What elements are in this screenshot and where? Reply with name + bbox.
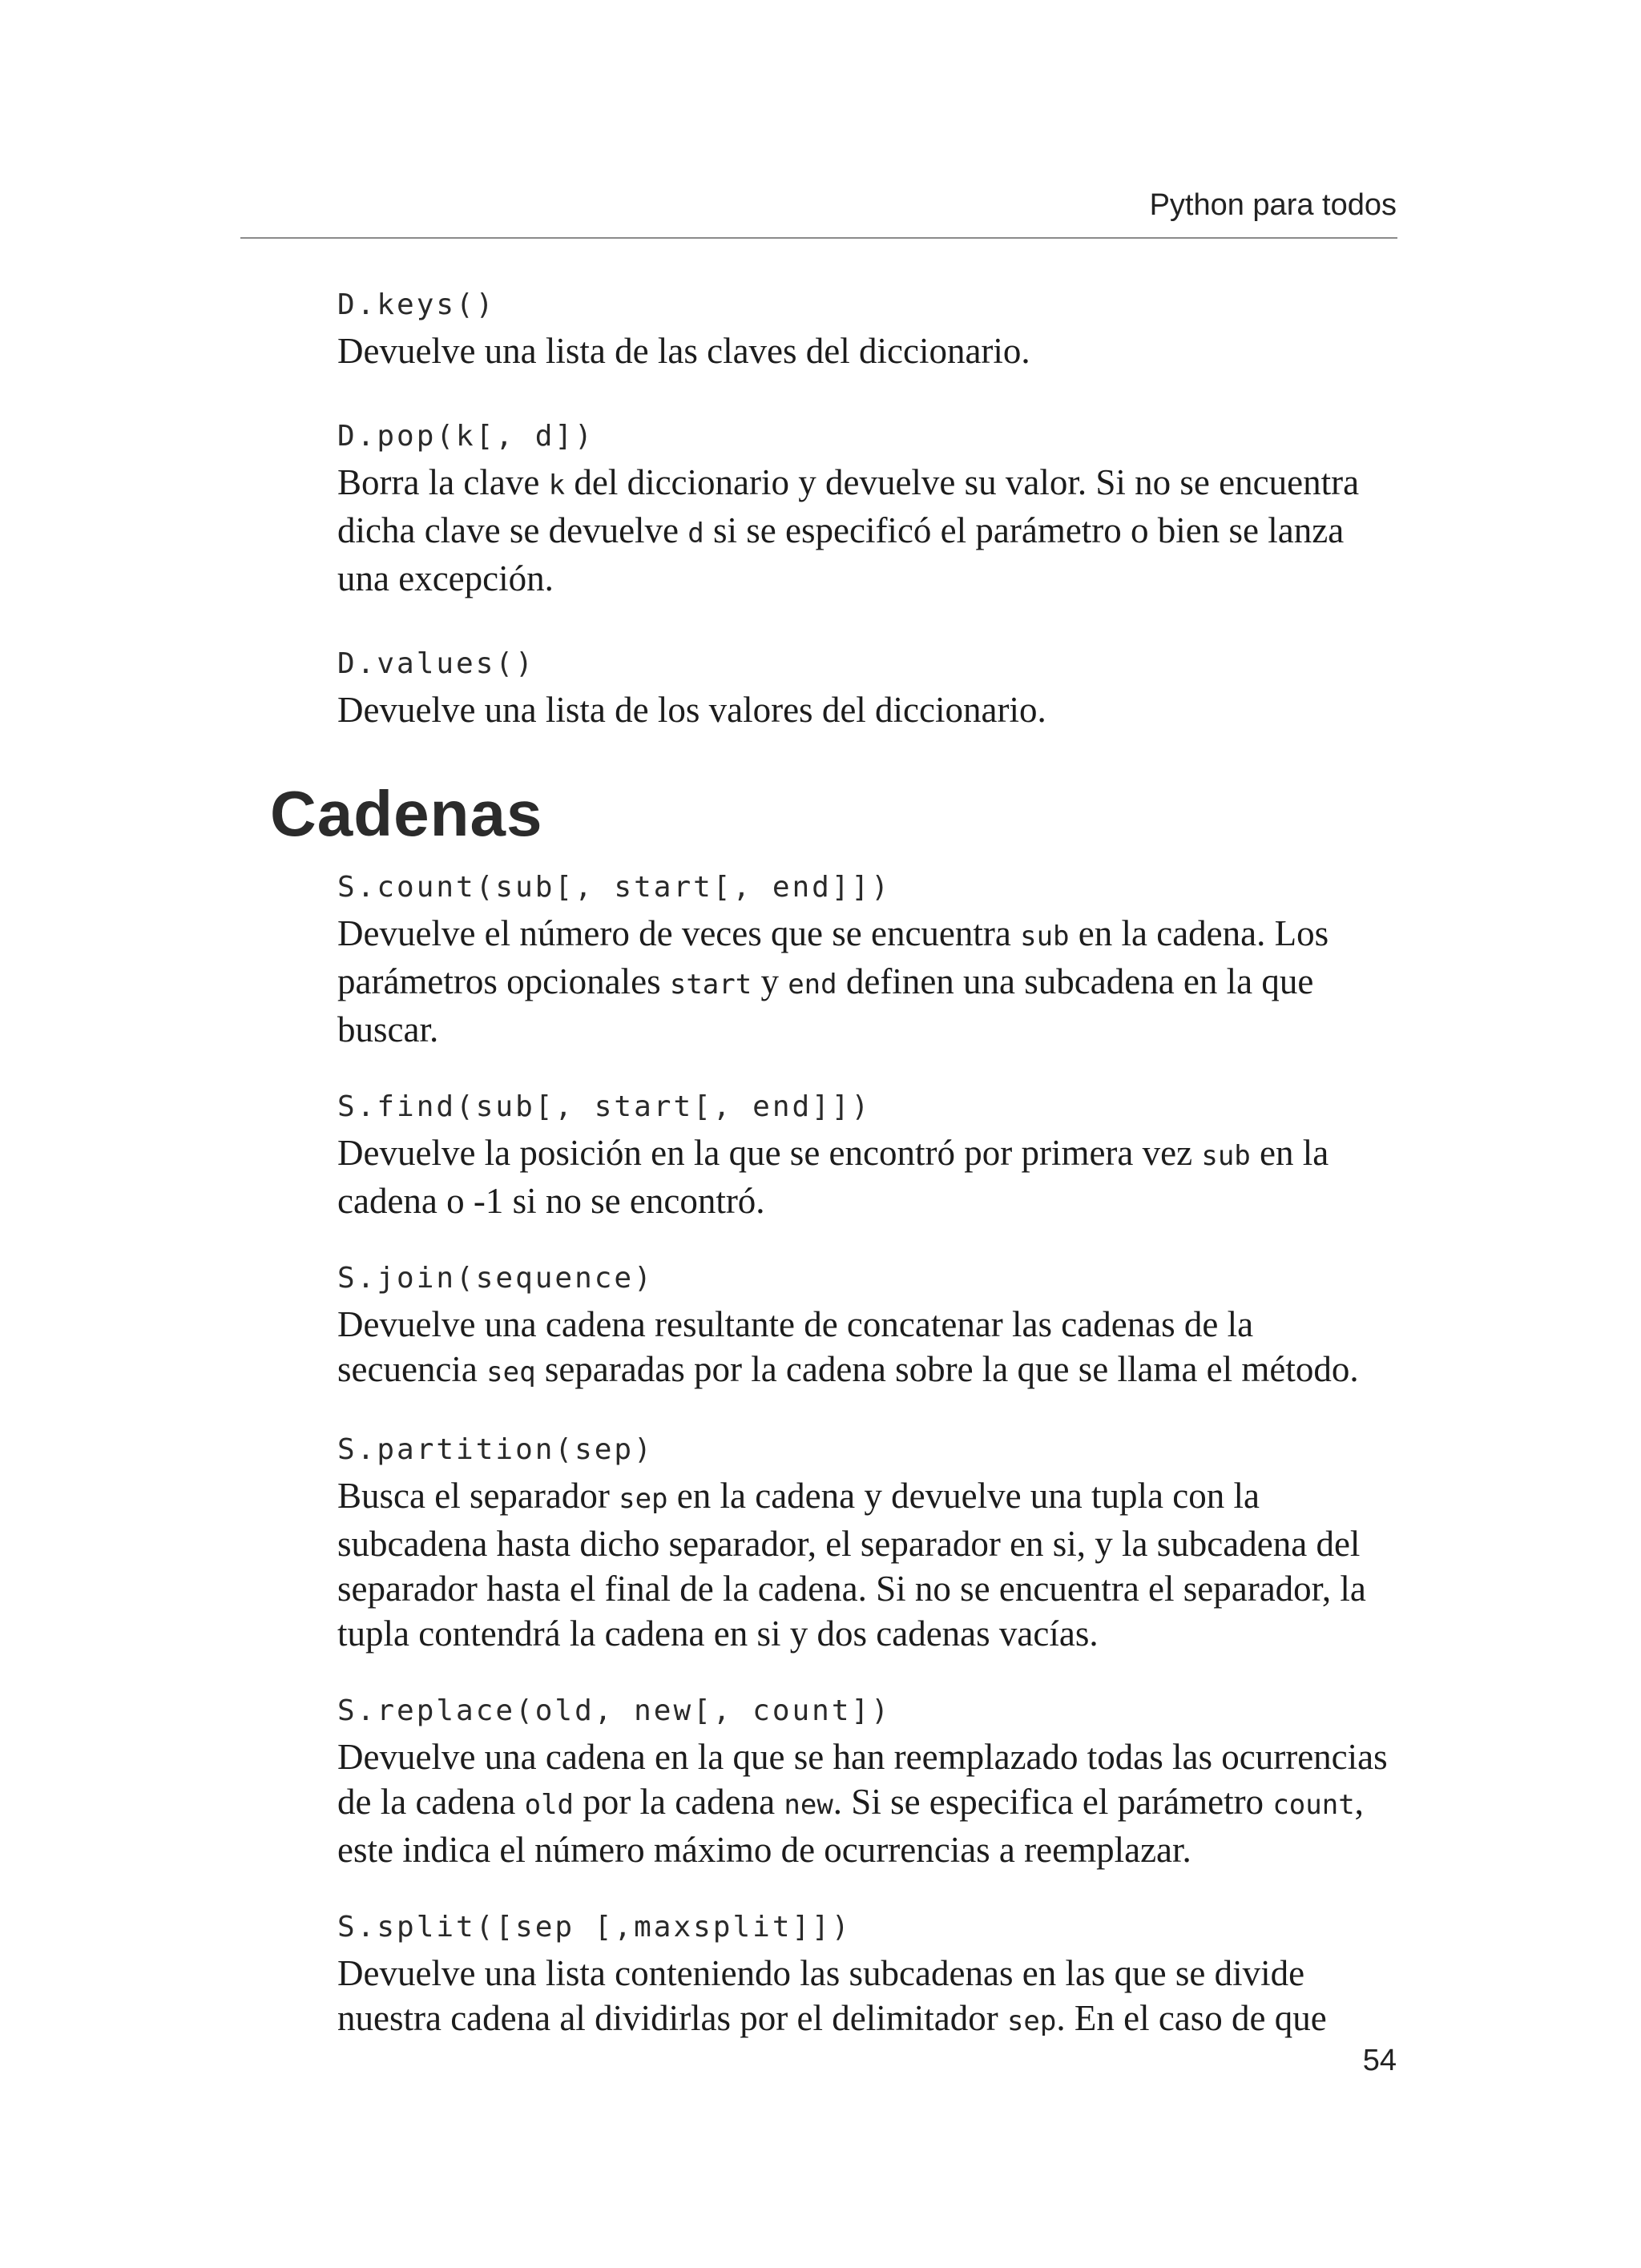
method-signature: S.find(sub[, start[, end]]) [337, 1090, 872, 1123]
desc-text: por la cadena [574, 1782, 784, 1822]
method-signature: S.partition(sep) [337, 1433, 654, 1466]
method-signature: D.keys() [337, 288, 496, 321]
method-entry-partition [337, 1432, 1397, 1656]
method-entry-split [337, 1909, 1397, 2044]
method-signature: D.pop(k[, d]) [337, 420, 595, 453]
desc-text: Devuelve una lista de los valores del diccionario. [337, 690, 1046, 730]
desc-text: Devuelve la posición en la que se encontró por primera vez [337, 1133, 1202, 1173]
method-entry-values [337, 646, 1397, 732]
desc-text: Devuelve una lista conteniendo las subcadenas en las que se divide nuestra cadena al dividirlas por el delimitador [337, 1953, 1305, 2038]
inline-code: sub [1020, 920, 1070, 953]
inline-code: seq [486, 1356, 536, 1388]
desc-text: Busca el separador [337, 1476, 619, 1516]
method-entry-find [337, 1089, 1397, 1223]
inline-code: sub [1201, 1140, 1251, 1172]
section-title: Cadenas [270, 778, 543, 849]
method-entry-join [337, 1260, 1397, 1395]
inline-code: end [788, 969, 837, 1001]
method-description [337, 1951, 1397, 2044]
method-entry-keys [337, 287, 1397, 373]
inline-code: sep [619, 1483, 668, 1515]
desc-text: en la cadena o -1 si no se encontró. [337, 1133, 1329, 1221]
method-description [337, 328, 1397, 373]
inline-code: old [524, 1789, 575, 1821]
inline-code: d [687, 518, 704, 550]
inline-code: k [548, 469, 566, 502]
desc-text: Devuelve una cadena en la que se han reemplazado todas las ocurrencias de la cadena [337, 1737, 1388, 1822]
method-signature: S.join(sequence) [337, 1262, 654, 1295]
desc-text: Devuelve una cadena resultante de concatenar las cadenas de la secuencia [337, 1304, 1254, 1389]
desc-text: Devuelve el número de veces que se encuentra [337, 913, 1021, 953]
desc-text: separadas por la cadena sobre la que se llama el método. [535, 1349, 1359, 1389]
inline-code: sep [1006, 2005, 1057, 2037]
inline-code: start [669, 969, 752, 1001]
desc-text: en la cadena. Los parámetros opcionales [337, 913, 1329, 1001]
method-description [337, 1302, 1397, 1395]
method-description [337, 687, 1397, 732]
desc-text: y [752, 961, 788, 1001]
desc-text: definen una subcadena en la que buscar. [337, 961, 1314, 1049]
method-entry-replace [337, 1693, 1397, 1872]
desc-text: Devuelve una lista de las claves del diccionario. [337, 331, 1030, 371]
method-signature: S.split([sep [,maxsplit]]) [337, 1911, 852, 1944]
desc-text: , este indica el número máximo de ocurrencias a reemplazar. [337, 1782, 1364, 1870]
desc-text: . En el caso de que [1056, 1998, 1327, 2038]
inline-code: count [1272, 1789, 1355, 1821]
method-entry-pop [337, 418, 1397, 601]
method-description [337, 911, 1397, 1052]
method-signature: D.values() [337, 647, 535, 680]
dict-methods-list [337, 287, 1397, 732]
page-number: 54 [1362, 2044, 1397, 2077]
desc-text: en la cadena y devuelve una tupla con la subcadena hasta dicho separador, el separador en si, y la subcadena del separador hasta el final de la cadena. Si no se encuentra el separador, la tupla contendrá la cadena en si y dos cadenas vacías. [337, 1476, 1366, 1654]
string-methods-list [337, 869, 1397, 2044]
desc-text: del diccionario y devuelve su valor. Si no se encuentra dicha clave se devuelve [337, 462, 1360, 550]
desc-text: . Si se especifica el parámetro [833, 1782, 1273, 1822]
desc-text: Borra la clave [337, 462, 549, 502]
method-description [337, 1473, 1397, 1656]
method-description [337, 460, 1397, 601]
method-signature: S.count(sub[, start[, end]]) [337, 871, 891, 904]
method-description [337, 1130, 1397, 1223]
method-signature: S.replace(old, new[, count]) [337, 1694, 891, 1727]
header-rule [240, 237, 1397, 239]
running-head: Python para todos [1149, 188, 1397, 222]
inline-code: new [784, 1789, 833, 1821]
desc-text: si se especificó el parámetro o bien se lanza una excepción. [337, 510, 1345, 598]
method-entry-count [337, 869, 1397, 1052]
method-description [337, 1734, 1397, 1872]
